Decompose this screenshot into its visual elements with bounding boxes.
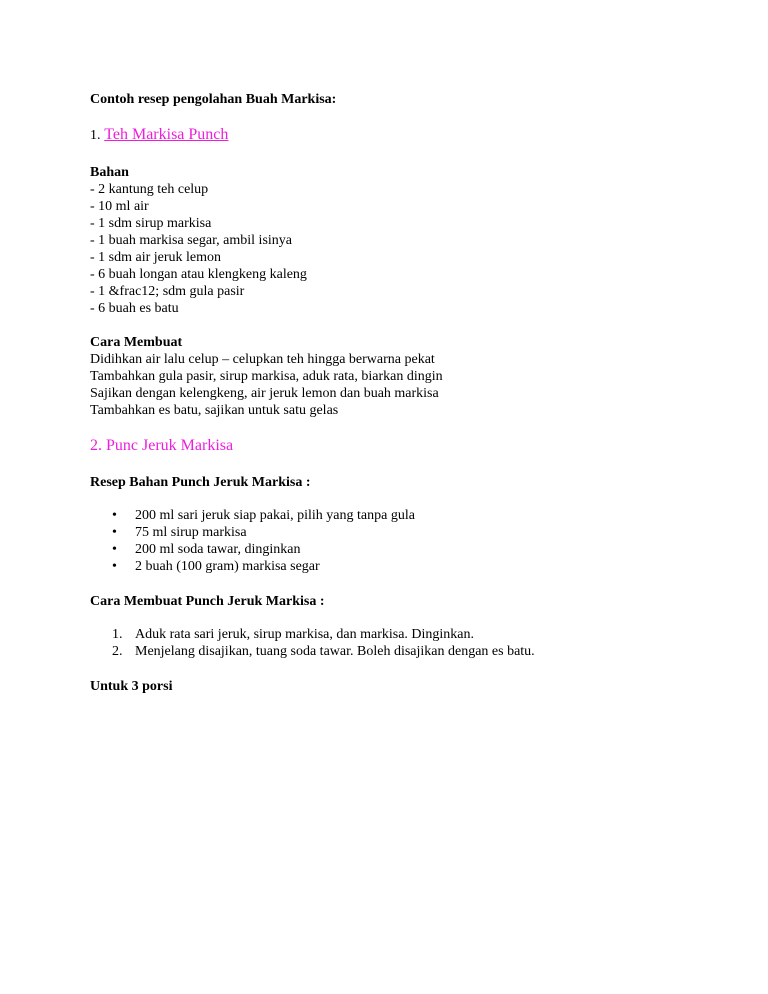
recipe-1-heading bbox=[90, 125, 710, 146]
ingredient-text: 2 buah (100 gram) markisa segar bbox=[135, 559, 320, 574]
bullet-icon: • bbox=[112, 508, 117, 523]
ingredient-line: - 10 ml air bbox=[90, 199, 149, 214]
list-item bbox=[90, 524, 710, 541]
list-item bbox=[90, 541, 710, 558]
document-page bbox=[90, 91, 710, 695]
method-line: Sajikan dengan kelengkeng, air jeruk lemon dan buah markisa bbox=[90, 386, 439, 401]
ingredient-text: 200 ml sari jeruk siap pakai, pilih yang tanpa gula bbox=[135, 508, 415, 523]
ingredient-line: - 1 buah markisa segar, ambil isinya bbox=[90, 233, 292, 248]
ingredient-line: - 6 buah longan atau klengkeng kaleng bbox=[90, 267, 307, 282]
list-item bbox=[90, 558, 710, 575]
recipe-2-steps bbox=[90, 626, 710, 660]
step-number: 2. bbox=[112, 644, 123, 659]
ingredient-line: - 2 kantung teh celup bbox=[90, 182, 209, 197]
ingredient-line: - 1 sdm sirup markisa bbox=[90, 216, 212, 231]
intro-heading: Contoh resep pengolahan Buah Markisa: bbox=[90, 92, 337, 107]
ingredient-line: - 1 &frac12; sdm gula pasir bbox=[90, 284, 245, 299]
step-text: Aduk rata sari jeruk, sirup markisa, dan markisa. Dinginkan. bbox=[135, 627, 475, 642]
step-text: Menjelang disajikan, tuang soda tawar. Boleh disajikan dengan es batu. bbox=[135, 644, 535, 659]
recipe-2-ingredient-list bbox=[90, 507, 710, 575]
method-line: Tambahkan gula pasir, sirup markisa, aduk rata, biarkan dingin bbox=[90, 369, 443, 384]
method-label: Cara Membuat bbox=[90, 335, 183, 350]
recipe-2-method-label: Cara Membuat Punch Jeruk Markisa : bbox=[90, 594, 325, 609]
list-item bbox=[90, 643, 710, 660]
servings-note: Untuk 3 porsi bbox=[90, 679, 173, 694]
method-line: Didihkan air lalu celup – celupkan teh hingga berwarna pekat bbox=[90, 352, 435, 367]
list-item bbox=[90, 626, 710, 643]
recipe-1-ingredients bbox=[90, 164, 710, 317]
ingredient-text: 200 ml soda tawar, dinginkan bbox=[135, 542, 301, 557]
ingredient-line: - 1 sdm air jeruk lemon bbox=[90, 250, 222, 265]
bullet-icon: • bbox=[112, 542, 117, 557]
ingredient-text: 75 ml sirup markisa bbox=[135, 525, 247, 540]
ingredients-label: Bahan bbox=[90, 165, 129, 180]
recipe-1-number: 1. bbox=[90, 128, 101, 143]
step-number: 1. bbox=[112, 627, 123, 642]
recipe-2-title: 2. Punc Jeruk Markisa bbox=[90, 437, 234, 454]
bullet-icon: • bbox=[112, 525, 117, 540]
method-line: Tambahkan es batu, sajikan untuk satu gelas bbox=[90, 403, 339, 418]
recipe-1-method bbox=[90, 334, 710, 419]
ingredient-line: - 6 buah es batu bbox=[90, 301, 179, 316]
recipe-2-ingredients-label: Resep Bahan Punch Jeruk Markisa : bbox=[90, 475, 311, 490]
recipe-1-title: Teh Markisa Punch bbox=[104, 126, 229, 143]
bullet-icon: • bbox=[112, 559, 117, 574]
list-item bbox=[90, 507, 710, 524]
